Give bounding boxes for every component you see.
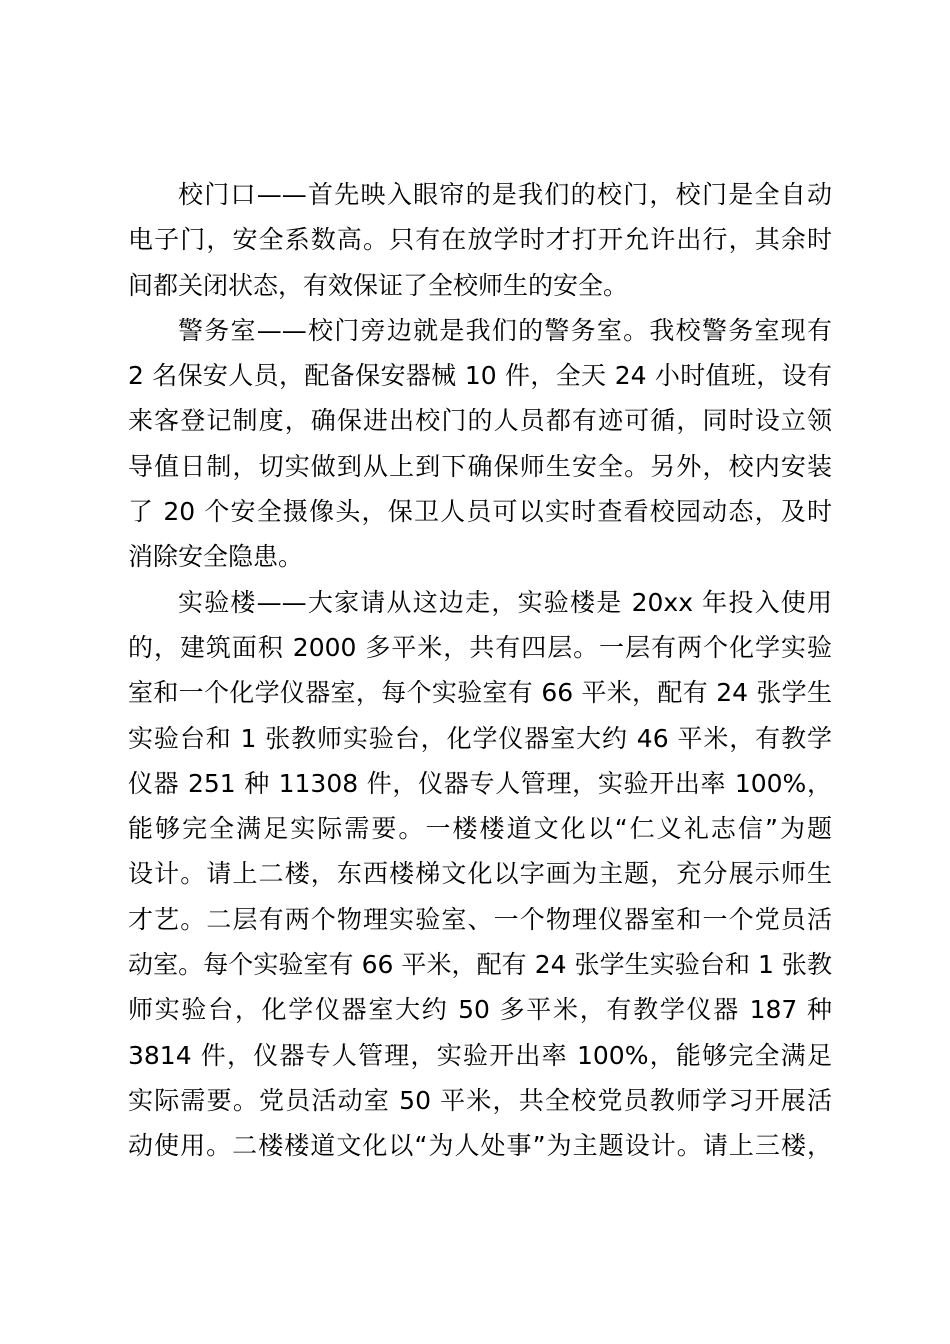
text-line: 2 名保安人员，配备保安器械 10 件，全天 24 小时值班，设有: [128, 361, 832, 391]
text-line: 3814 件，仪器专人管理，实验开出率 100%，能够完全满足: [128, 1040, 832, 1070]
paragraph-school-gate: [128, 172, 832, 308]
text-line: 导值日制，切实做到从上到下确保师生安全。另外，校内安装: [128, 451, 832, 481]
document-body: [128, 172, 832, 1169]
paragraph-lab-building: [128, 580, 832, 1169]
text-line: 间都关闭状态，有效保证了全校师生的安全。: [128, 270, 629, 300]
text-line: 师实验台，化学仪器室大约 50 多平米，有教学仪器 187 种: [128, 995, 832, 1025]
text-line: 实验楼——大家请从这边走，实验楼是 20xx 年投入使用: [178, 587, 832, 617]
text-line: 动室。每个实验室有 66 平米，配有 24 张学生实验台和 1 张教: [128, 950, 832, 980]
text-line: 了 20 个安全摄像头，保卫人员可以实时查看校园动态，及时: [128, 497, 832, 527]
text-line: 室和一个化学仪器室，每个实验室有 66 平米，配有 24 张学生: [128, 678, 832, 708]
text-line: 警务室——校门旁边就是我们的警务室。我校警务室现有: [178, 315, 832, 345]
text-line: 能够完全满足实际需要。一楼楼道文化以“仁义礼志信”为题: [128, 814, 832, 844]
text-line: 才艺。二层有两个物理实验室、一个物理仪器室和一个党员活: [128, 904, 832, 934]
text-line: 消除安全隐患。: [128, 542, 304, 572]
text-line: 设计。请上二楼，东西楼梯文化以字画为主题，充分展示师生: [128, 859, 832, 889]
text-line: 实际需要。党员活动室 50 平米，共全校党员教师学习开展活: [128, 1085, 832, 1115]
paragraph-police-room: [128, 308, 832, 580]
text-line: 的，建筑面积 2000 多平米，共有四层。一层有两个化学实验: [128, 632, 832, 662]
text-line: 校门口——首先映入眼帘的是我们的校门，校门是全自动: [178, 180, 832, 209]
text-line: 动使用。二楼楼道文化以“为人处事”为主题设计。请上三楼，: [128, 1131, 832, 1161]
text-line: 实验台和 1 张教师实验台，化学仪器室大约 46 平米，有教学: [128, 723, 832, 753]
text-line: 电子门，安全系数高。只有在放学时才打开允许出行，其余时: [128, 225, 832, 255]
text-line: 来客登记制度，确保进出校门的人员都有迹可循，同时设立领: [128, 406, 832, 436]
text-line: 仪器 251 种 11308 件，仪器专人管理，实验开出率 100%，: [128, 768, 832, 798]
